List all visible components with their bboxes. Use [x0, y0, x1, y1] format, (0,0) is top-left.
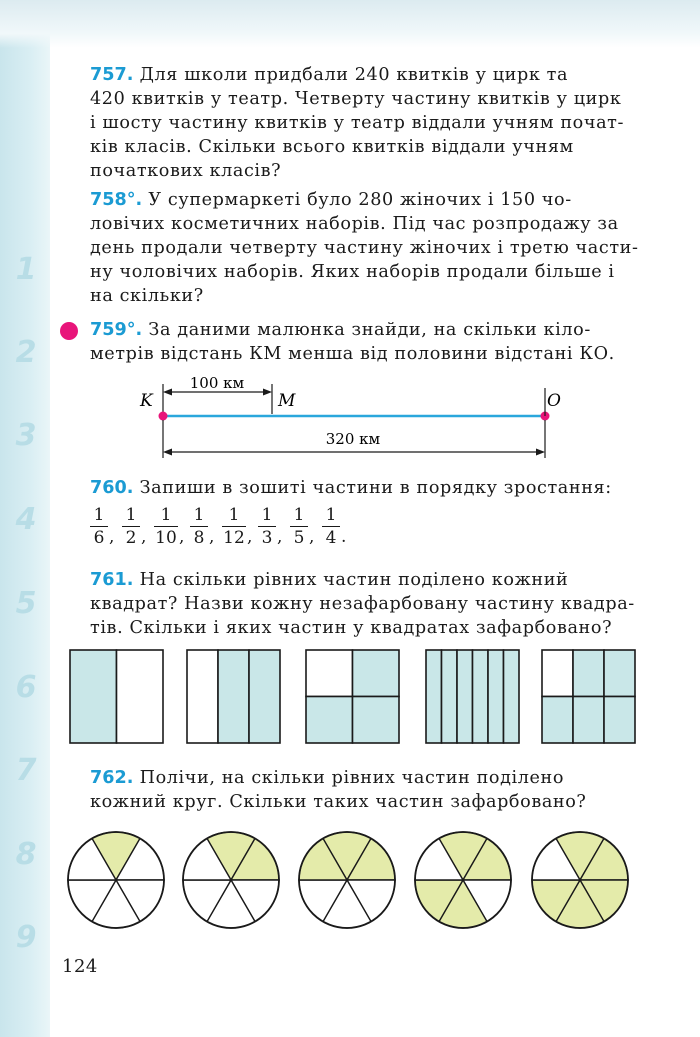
task-758-line-2: ловічих косметичних наборів. Під час розпродажу за: [90, 214, 619, 234]
square-5-part-5: [573, 697, 604, 744]
square-1-part-2: [117, 650, 164, 743]
fraction-comma: ,: [309, 527, 315, 547]
square-2-part-1: [187, 650, 218, 743]
km-label: 100 км: [189, 374, 245, 392]
fraction-comma: ,: [141, 527, 147, 547]
square-3-part-1: [306, 650, 353, 697]
square-4-part-4: [473, 650, 489, 743]
squares-figure: [0, 645, 700, 750]
square-2-part-2: [218, 650, 249, 743]
task-759-number: 759°.: [90, 320, 143, 340]
square-3-part-2: [353, 650, 400, 697]
square-3-part-3: [306, 697, 353, 744]
task-759-line-2: метрів відстань КМ менша від половини відстані КО.: [90, 344, 615, 364]
task-761-line-1: 761. На скільки рівних частин поділено кожний: [90, 570, 569, 590]
task-761: [90, 568, 645, 640]
fraction-1: $\frac{1}{6}$: [90, 505, 108, 548]
fraction-comma: ,: [247, 527, 253, 547]
side-number-1: 1: [15, 252, 37, 287]
task-758-line-4: ну чоловічих наборів. Яких наборів продали більше і: [90, 262, 615, 282]
fraction-5: $\frac{1}{12}$: [223, 505, 245, 548]
task-762: [90, 766, 645, 814]
fraction-comma: ,: [277, 527, 283, 547]
segment-diagram: [0, 0, 700, 470]
task-759-line-1: 759°. За даними малюнка знайди, на скільки кіло-: [90, 320, 591, 340]
task-757-line-1: 757. Для школи придбали 240 квитків у цирк та: [90, 65, 569, 85]
square-5-part-1: [542, 650, 573, 697]
side-number-5: 5: [15, 586, 37, 621]
task-760-number: 760.: [90, 478, 134, 498]
task-762-line-2: кожний круг. Скільки таких частин зафарбовано?: [90, 792, 587, 812]
square-4-part-2: [442, 650, 458, 743]
task-757-line-2: 420 квитків у театр. Четверту частину квитків у цирк: [90, 89, 622, 109]
side-number-3: 3: [15, 418, 37, 453]
point-m-label: M: [278, 391, 296, 411]
square-5-part-2: [573, 650, 604, 697]
square-2-part-3: [249, 650, 280, 743]
fraction-2: $\frac{1}{2}$: [122, 505, 140, 548]
task-757-line-5: початкових класів?: [90, 161, 282, 181]
point-k-label: K: [140, 391, 153, 411]
square-5-part-4: [542, 697, 573, 744]
task-757-number: 757.: [90, 65, 134, 85]
task-758-line-5: на скільки?: [90, 286, 204, 306]
square-4-part-5: [488, 650, 504, 743]
square-4-part-1: [426, 650, 442, 743]
side-number-2: 2: [15, 335, 37, 370]
square-1-part-1: [70, 650, 117, 743]
km-arrow-left: [163, 389, 172, 396]
fraction-comma: ,: [209, 527, 215, 547]
square-5-part-3: [604, 650, 635, 697]
fraction-comma: ,: [109, 527, 115, 547]
point-k: [159, 412, 168, 421]
task-757-line-3: і шосту частину квитків у театр віддали учням почат-: [90, 113, 625, 133]
ko-arrow-left: [163, 449, 172, 456]
fraction-comma: ,: [179, 527, 185, 547]
fraction-7: $\frac{1}{5}$: [290, 505, 308, 548]
side-number-7: 7: [15, 753, 37, 788]
ko-arrow-right: [536, 449, 545, 456]
square-5-part-6: [604, 697, 635, 744]
square-4-part-3: [457, 650, 473, 743]
page-number: 124: [62, 956, 98, 977]
task-762-number: 762.: [90, 768, 134, 788]
km-arrow-right: [263, 389, 272, 396]
task-761-number: 761.: [90, 570, 134, 590]
task-758-line-3: день продали четверту частину жіночих і третю части-: [90, 238, 639, 258]
task-757-line-4: ків класів. Скільки всього квитків віддали учням: [90, 137, 574, 157]
ko-label: 320 км: [325, 430, 381, 448]
side-number-9: 9: [15, 920, 37, 955]
fraction-3: $\frac{1}{10}$: [155, 505, 177, 548]
task-761-line-2: квадрат? Назви кожну незафарбовану частину квадра-: [90, 594, 635, 614]
side-number-6: 6: [15, 670, 37, 705]
square-4-part-6: [504, 650, 520, 743]
task-758-number: 758°.: [90, 190, 143, 210]
fraction-6: $\frac{1}{3}$: [258, 505, 276, 548]
fraction-4: $\frac{1}{8}$: [190, 505, 208, 548]
fraction-end: .: [341, 527, 347, 547]
circles-figure: [0, 825, 700, 935]
task-760-line-1: 760. Запиши в зошиті частини в порядку зростання:: [90, 478, 612, 498]
square-3-part-4: [353, 697, 400, 744]
task-761-line-3: тів. Скільки і яких частин у квадратах зафарбовано?: [90, 618, 613, 638]
fraction-8: $\frac{1}{4}$: [322, 505, 340, 548]
side-number-8: 8: [15, 837, 37, 872]
point-o-label: O: [547, 391, 561, 411]
task-760: [90, 476, 645, 500]
side-number-4: 4: [15, 502, 37, 537]
task-762-line-1: 762. Полічи, на скільки рівних частин поділено: [90, 768, 565, 788]
task-758-line-1: 758°. У супермаркеті було 280 жіночих і 150 чо-: [90, 190, 572, 210]
